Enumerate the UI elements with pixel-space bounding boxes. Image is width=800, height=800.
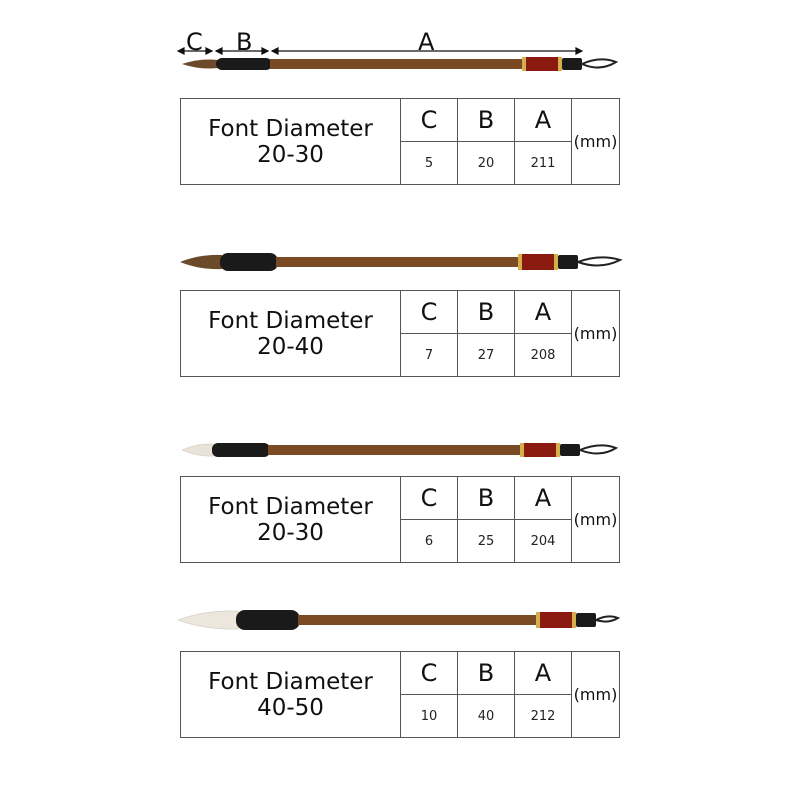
value-b: 40	[458, 695, 515, 738]
font-diameter-label: Font Diameter	[208, 307, 373, 334]
spec-table-2	[180, 290, 620, 377]
column-header-c: C	[401, 291, 458, 334]
value-b: 25	[458, 520, 515, 563]
column-header-b: B	[458, 291, 515, 334]
dimension-label-a: A	[418, 28, 435, 56]
column-header-c: C	[401, 99, 458, 142]
brush-image-4	[0, 600, 800, 640]
brush-image-1	[0, 46, 800, 86]
column-header-b: B	[458, 99, 515, 142]
value-a: 204	[515, 520, 572, 563]
dimension-label-b: B	[236, 28, 253, 56]
font-diameter-cell	[181, 652, 401, 738]
spec-table-1	[180, 98, 620, 185]
column-header-a: A	[515, 652, 572, 695]
brush-image-3	[0, 430, 800, 470]
font-diameter-range: 20-40	[257, 333, 324, 360]
value-b: 20	[458, 142, 515, 185]
unit-label: (mm)	[572, 99, 620, 185]
column-header-a: A	[515, 99, 572, 142]
value-a: 212	[515, 695, 572, 738]
spec-table-3	[180, 476, 620, 563]
value-c: 7	[401, 334, 458, 377]
value-c: 6	[401, 520, 458, 563]
column-header-c: C	[401, 652, 458, 695]
spec-table-4	[180, 651, 620, 738]
brush-image-2	[0, 242, 800, 282]
unit-label: (mm)	[572, 652, 620, 738]
unit-label: (mm)	[572, 291, 620, 377]
unit-label: (mm)	[572, 477, 620, 563]
column-header-a: A	[515, 291, 572, 334]
column-header-a: A	[515, 477, 572, 520]
column-header-c: C	[401, 477, 458, 520]
font-diameter-range: 20-30	[257, 519, 324, 546]
column-header-b: B	[458, 652, 515, 695]
column-header-b: B	[458, 477, 515, 520]
value-a: 211	[515, 142, 572, 185]
value-c: 5	[401, 142, 458, 185]
value-a: 208	[515, 334, 572, 377]
font-diameter-range: 20-30	[257, 141, 324, 168]
font-diameter-cell	[181, 99, 401, 185]
font-diameter-cell	[181, 477, 401, 563]
value-b: 27	[458, 334, 515, 377]
font-diameter-label: Font Diameter	[208, 115, 373, 142]
font-diameter-label: Font Diameter	[208, 668, 373, 695]
dimension-label-c: C	[186, 28, 203, 56]
font-diameter-range: 40-50	[257, 694, 324, 721]
font-diameter-label: Font Diameter	[208, 493, 373, 520]
font-diameter-cell	[181, 291, 401, 377]
value-c: 10	[401, 695, 458, 738]
